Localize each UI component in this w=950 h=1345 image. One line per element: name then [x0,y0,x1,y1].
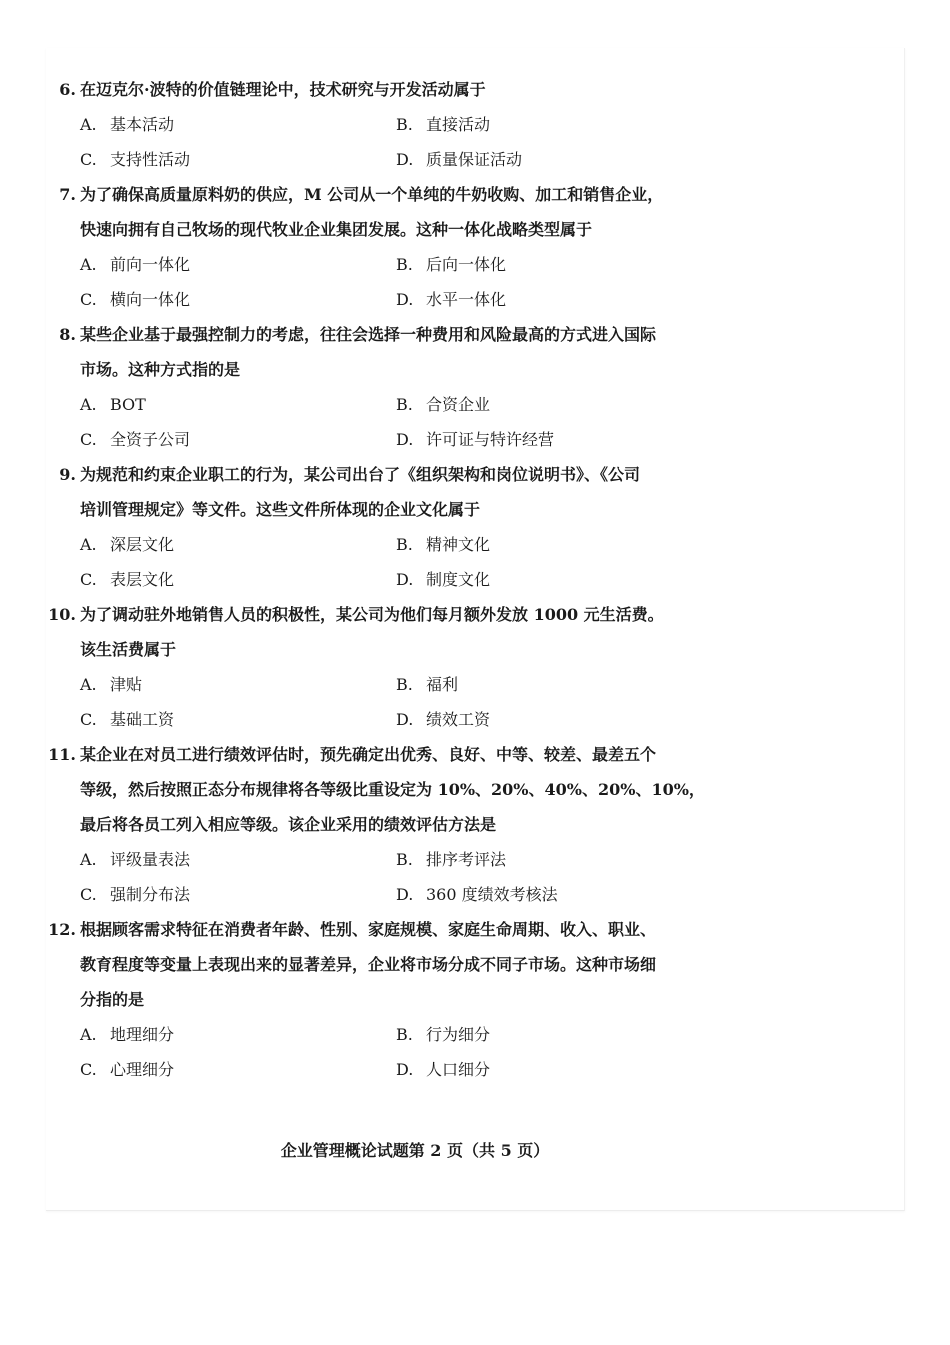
option-text: 深层文化 [110,535,175,554]
question-stem-line [42,807,762,842]
option-letter: A. [80,675,97,694]
question-9 [42,457,762,597]
option-letter: D. [396,885,414,904]
options-row [42,562,762,597]
option-c [42,1052,396,1087]
option-b [396,667,716,702]
option-letter: D. [396,430,414,449]
option-letter: C. [80,885,97,904]
question-stem-text: 某些企业基于最强控制力的考虑，往往会选择一种费用和风险最高的方式进入国际 [80,325,657,344]
option-text: 人口细分 [426,1060,491,1079]
option-a [42,842,396,877]
question-stem-text: 为了确保高质量原料奶的供应，M 公司从一个单纯的牛奶收购、加工和销售企业， [80,185,664,204]
options-row [42,527,762,562]
question-stem-text: 教育程度等变量上表现出来的显著差异，企业将市场分成不同子市场。这种市场细 [80,955,657,974]
question-11 [42,737,762,912]
option-letter: B. [396,115,413,134]
question-stem-line [42,597,762,632]
option-text: 福利 [426,675,459,694]
option-text: 津贴 [110,675,143,694]
option-text: 前向一体化 [110,255,191,274]
question-stem-text: 分指的是 [80,990,145,1009]
option-text: 全资子公司 [110,430,191,449]
question-stem-text: 某企业在对员工进行绩效评估时，预先确定出优秀、良好、中等、较差、最差五个 [80,745,657,764]
option-text: 质量保证活动 [426,150,523,169]
question-stem-line [42,632,762,667]
option-text: 360 度绩效考核法 [426,885,558,904]
option-text: 水平一体化 [426,290,507,309]
options-row [42,1052,762,1087]
option-text: 合资企业 [426,395,491,414]
question-stem-text: 培训管理规定》等文件。这些文件所体现的企业文化属于 [80,500,481,519]
options-row [42,282,762,317]
option-b [396,842,716,877]
question-stem-line [42,947,762,982]
option-text: 地理细分 [110,1025,175,1044]
option-d [396,142,716,177]
option-letter: B. [396,850,413,869]
options-row [42,667,762,702]
option-d [396,1052,716,1087]
question-12 [42,912,762,1087]
options-row [42,247,762,282]
option-letter: A. [80,850,97,869]
question-stem-line [42,772,762,807]
option-a [42,247,396,282]
option-b [396,527,716,562]
question-number: 8. [59,325,76,344]
question-stem-text: 根据顾客需求特征在消费者年龄、性别、家庭规模、家庭生命周期、收入、职业、 [80,920,657,939]
question-stem-line [42,352,762,387]
options-row [42,702,762,737]
question-10 [42,597,762,737]
option-b [396,107,716,142]
option-c [42,142,396,177]
question-number: 7. [59,185,76,204]
option-letter: C. [80,430,97,449]
question-number: 10. [48,605,76,624]
question-8 [42,317,762,457]
option-c [42,877,396,912]
option-c [42,702,396,737]
page-footer: 企业管理概论试题第 2 页（共 5 页） [280,1141,550,1160]
question-stem-line [42,737,762,772]
option-text: 基本活动 [110,115,175,134]
option-text: 表层文化 [110,570,175,589]
option-letter: A. [80,1025,97,1044]
option-text: 横向一体化 [110,290,191,309]
option-letter: B. [396,535,413,554]
option-text: BOT [110,395,146,414]
question-stem-text: 在迈克尔·波特的价值链理论中，技术研究与开发活动属于 [80,80,486,99]
option-letter: D. [396,570,414,589]
option-letter: C. [80,710,97,729]
option-letter: C. [80,150,97,169]
question-stem-text: 市场。这种方式指的是 [80,360,241,379]
option-text: 后向一体化 [426,255,507,274]
question-list [42,72,762,1087]
question-stem-text: 快速向拥有自己牧场的现代牧业企业集团发展。这种一体化战略类型属于 [80,220,593,239]
option-text: 基础工资 [110,710,175,729]
question-stem-line [42,912,762,947]
options-row [42,422,762,457]
option-d [396,877,716,912]
question-number: 9. [59,465,76,484]
question-stem-line [42,72,762,107]
option-text: 排序考评法 [426,850,507,869]
option-d [396,422,716,457]
option-b [396,1017,716,1052]
question-number: 6. [59,80,76,99]
question-stem-text: 最后将各员工列入相应等级。该企业采用的绩效评估方法是 [80,815,497,834]
option-text: 心理细分 [110,1060,175,1079]
option-letter: A. [80,115,97,134]
options-row [42,107,762,142]
option-a [42,1017,396,1052]
question-stem-text: 为了调动驻外地销售人员的积极性，某公司为他们每月额外发放 1000 元生活费。 [80,605,664,624]
question-stem-text: 等级，然后按照正态分布规律将各等级比重设定为 10%、20%、40%、20%、10%， [80,780,705,799]
option-letter: D. [396,1060,414,1079]
options-row [42,1017,762,1052]
option-a [42,107,396,142]
option-a [42,667,396,702]
question-stem-text: 该生活费属于 [80,640,177,659]
option-letter: B. [396,395,413,414]
option-text: 支持性活动 [110,150,191,169]
option-letter: A. [80,535,97,554]
option-text: 评级量表法 [110,850,191,869]
question-number: 11. [48,745,76,764]
option-text: 直接活动 [426,115,491,134]
option-letter: D. [396,290,414,309]
option-text: 制度文化 [426,570,491,589]
option-b [396,247,716,282]
options-row [42,387,762,422]
option-letter: A. [80,255,97,274]
option-text: 精神文化 [426,535,491,554]
options-row [42,877,762,912]
question-stem-line [42,317,762,352]
option-letter: C. [80,290,97,309]
option-letter: D. [396,710,414,729]
option-letter: B. [396,1025,413,1044]
option-c [42,562,396,597]
option-letter: A. [80,395,97,414]
question-number: 12. [48,920,76,939]
option-a [42,527,396,562]
option-text: 绩效工资 [426,710,491,729]
option-c [42,282,396,317]
option-d [396,282,716,317]
question-stem-line [42,177,762,212]
option-letter: D. [396,150,414,169]
option-letter: B. [396,675,413,694]
option-a [42,387,396,422]
question-stem-line [42,982,762,1017]
option-c [42,422,396,457]
options-row [42,142,762,177]
option-letter: C. [80,570,97,589]
option-letter: B. [396,255,413,274]
option-d [396,702,716,737]
question-stem-line [42,492,762,527]
option-text: 许可证与特许经营 [426,430,555,449]
option-text: 行为细分 [426,1025,491,1044]
question-stem-text: 为规范和约束企业职工的行为，某公司出台了《组织架构和岗位说明书》、《公司 [80,465,641,484]
options-row [42,842,762,877]
question-stem-line [42,212,762,247]
question-6 [42,72,762,177]
option-letter: C. [80,1060,97,1079]
question-7 [42,177,762,317]
option-d [396,562,716,597]
option-text: 强制分布法 [110,885,191,904]
option-b [396,387,716,422]
question-stem-line [42,457,762,492]
